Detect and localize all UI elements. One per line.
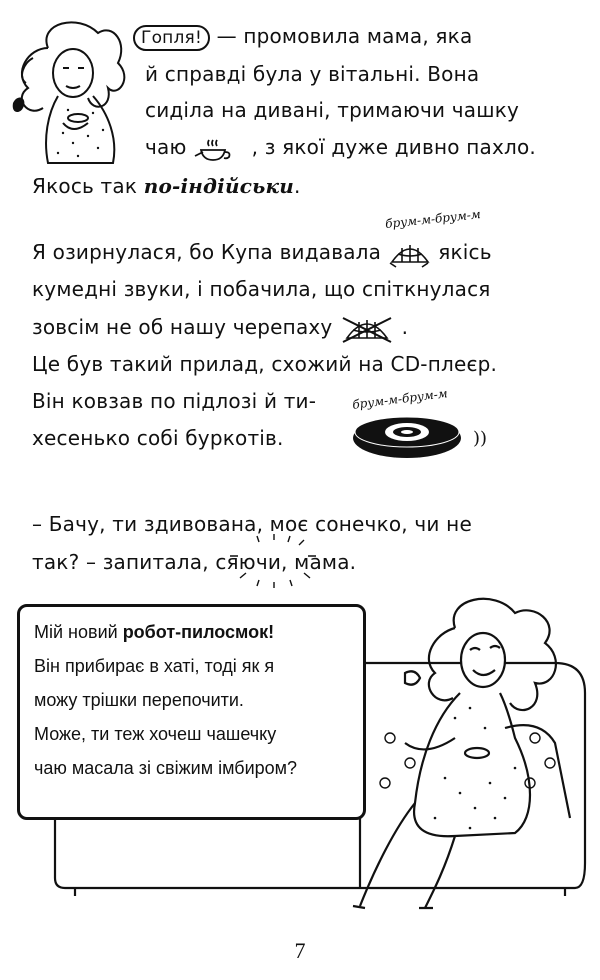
speech-emphasis: робот-пилосмок! <box>122 622 275 642</box>
paragraph2-line1-after: якісь <box>438 240 492 264</box>
paragraph2-line3-after: . <box>401 315 409 339</box>
paragraph1-line2: й справді була у вітальні. Вона <box>145 62 480 86</box>
paragraph2-line6: хесенько собі буркотів. <box>32 426 284 450</box>
sound-effect-vacuum: брум-м-брум-м <box>351 386 449 412</box>
paragraph2-line1 <box>32 238 492 268</box>
speech-line3: можу трішки перепочити. <box>34 690 244 710</box>
paragraph1-line3: сиділа на дивані, тримаючи чашку <box>145 98 520 122</box>
paragraph2-line4: Це був такий прилад, схожий на CD-плеєр. <box>32 352 498 376</box>
paragraph1-line5-after: . <box>293 174 301 198</box>
crossed-turtle-icon <box>339 314 395 344</box>
sparkle-lines-decoration <box>222 534 332 590</box>
paragraph1-emphasis: по-індійськи <box>143 174 294 198</box>
paragraph2-line3 <box>32 313 408 344</box>
paragraph1-line5 <box>32 172 301 200</box>
paragraph1-line4-before: чаю <box>145 135 187 159</box>
speech-line1-before: Мій новий <box>34 622 118 642</box>
page-number: 7 <box>294 938 306 963</box>
paragraph3-line2-after: мама. <box>294 550 357 574</box>
paragraph3-line2-before: так? – запитала, <box>32 550 209 574</box>
teacup-icon <box>193 136 245 162</box>
turtle-icon <box>388 240 432 268</box>
paragraph2-line3-before: зовсім не об нашу черепаху <box>32 315 333 339</box>
speech-box <box>17 604 366 820</box>
speech-line4: Може, ти теж хочеш чашечку <box>34 724 277 744</box>
paragraph2-line1-before: Я озирнулася, бо Купа видавала <box>32 240 382 264</box>
mom-with-tea-illustration <box>8 18 143 168</box>
speech-line2: Він прибирає в хаті, тоді як я <box>34 656 275 676</box>
exclamation-bubble: Гопля! <box>133 25 210 51</box>
paragraph2-line2: кумедні звуки, і побачила, що спіткнулася <box>32 277 491 301</box>
speech-line5: чаю масала зі свіжим імбиром? <box>34 758 298 778</box>
paragraph1-line4-after: , з якої дуже дивно пахло. <box>251 135 536 159</box>
paragraph2-line5: Він ковзав по підлозі й ти- <box>32 389 317 413</box>
paragraph1-line1 <box>133 22 472 51</box>
vacuum-sound-waves: )) <box>473 428 488 449</box>
paragraph1-line1-text: — промовила мама, яка <box>216 24 473 48</box>
beaming-word: сяючи, <box>215 550 288 574</box>
paragraph3-line1: – Бачу, ти здивована, моє сонечко, чи не <box>32 512 472 536</box>
paragraph1-line4 <box>145 133 536 162</box>
sound-effect-top: брум-м-брум-м <box>384 207 482 231</box>
robot-vacuum-icon <box>350 412 475 462</box>
speech-line1 <box>34 619 274 645</box>
paragraph1-line5-before: Якось так <box>32 174 138 198</box>
